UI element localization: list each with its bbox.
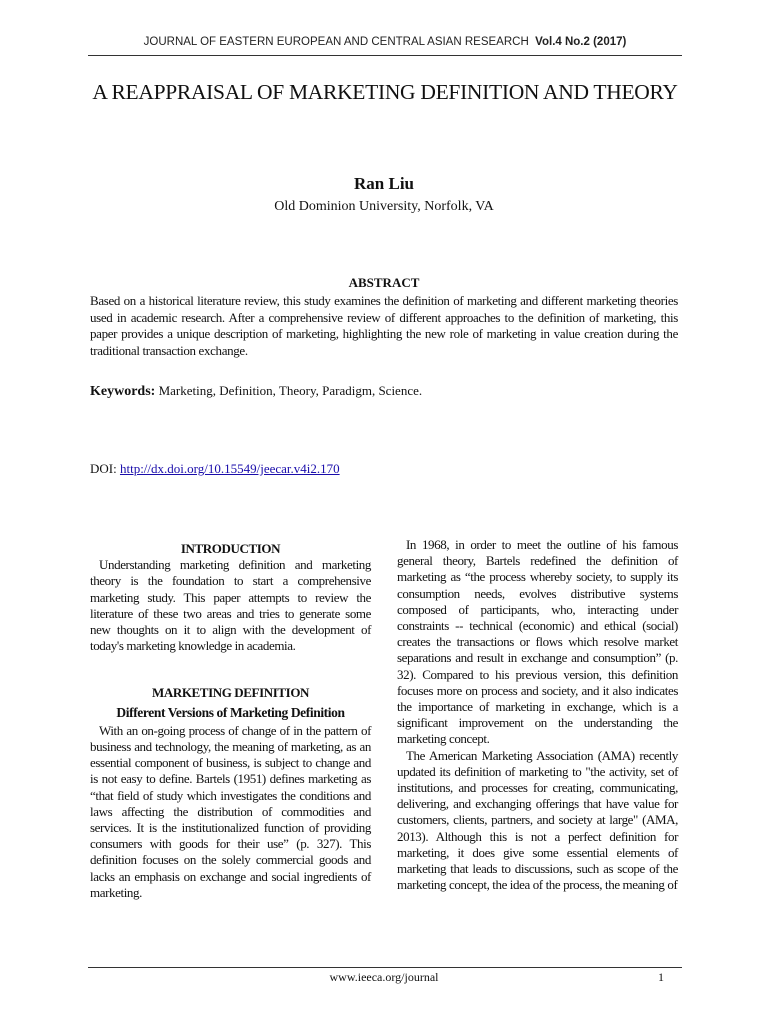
left-column <box>90 541 371 901</box>
footer-url: www.ieeca.org/journal <box>329 970 439 984</box>
different-versions-subheading: Different Versions of Marketing Definition <box>116 704 345 720</box>
marketing-definition-heading: MARKETING DEFINITION <box>151 685 310 701</box>
journal-name: JOURNAL OF EASTERN EUROPEAN AND CENTRAL ASIAN RESEARCH <box>143 36 529 48</box>
footer-divider <box>88 967 682 968</box>
header-divider <box>88 55 682 56</box>
abstract-text: Based on a historical literature review, this study examines the definition of marketing and different marketing theories used in academic research. After a comprehensive review of different approaches to the definition of marketing, this paper provides a unique description of marketing, highlighting the new role of marketing in value creation during the traditional transaction exchange. <box>90 293 678 358</box>
doi-label: DOI: <box>90 461 120 476</box>
introduction-paragraph: Understanding marketing definition and marketing theory is the foundation to start a comprehensive marketing study. This paper attempts to review the literature of these two areas and tries to generate some new thoughts on it to align with the development of today's marketing knowledge in academia. <box>90 557 371 654</box>
introduction-heading: INTRODUCTION <box>180 541 281 556</box>
issue-info: Vol.4 No.2 (2017) <box>535 36 627 48</box>
ama-definition-paragraph: The American Marketing Association (AMA) recently updated its definition of marketing to "the activity, set of institutions, and processes for creating, communicating, delivering, and exchanging offerings that have value for customers, clients, partners, and society at large" (AMA, 2013). Although this is not a perfect definition for marketing, it does give some essential elements of marketing that leads to discussions, such as scope of the marketing concept, the idea of the process, the meaning of <box>397 747 678 893</box>
page-number: 1 <box>658 970 664 984</box>
abstract-heading: ABSTRACT <box>348 275 420 290</box>
author-name: Ran Liu <box>354 174 414 193</box>
running-header <box>88 36 682 48</box>
keywords <box>90 383 422 400</box>
doi <box>90 461 340 477</box>
right-column <box>397 537 678 893</box>
paper-title: A REAPPRAISAL OF MARKETING DEFINITION AND THEORY <box>92 80 678 104</box>
author-affiliation: Old Dominion University, Norfolk, VA <box>274 199 494 214</box>
marketing-definition-paragraph: With an on-going process of change of in the pattern of business and technology, the meaning of marketing, as an essential component of business, is subject to change and is not easy to define. Bartels (1951) defines marketing as “that field of study which investigates the conditions and laws affecting the distribution of commodities and services. It is the institutionalized function of providing consumers with goods for their use” (p. 327). This definition focuses on the solely commercial goods and lacks an emphasis on exchange and social ingredients of marketing. <box>90 722 371 900</box>
keywords-label: Keywords: <box>90 384 156 399</box>
bartels-1968-paragraph: In 1968, in order to meet the outline of his famous general theory, Bartels redefined the definition of marketing as “the process whereby society, to supply its consumption needs, evolves distributive systems composed of participants, who, interacting under constraints -- technical (economic) and ethical (social) creates the transactions or flows which resolve market separations and result in exchange and consumption” (p. 32). Compared to his previous version, this definition focuses more on process and society, and it also indicates the importance of marketing in exchange, which is a significant improvement on the understanding the marketing concept. <box>397 537 678 747</box>
keywords-value: Marketing, Definition, Theory, Paradigm, Science. <box>155 383 423 398</box>
doi-link[interactable]: http://dx.doi.org/10.15549/jeecar.v4i2.170 <box>119 461 340 476</box>
